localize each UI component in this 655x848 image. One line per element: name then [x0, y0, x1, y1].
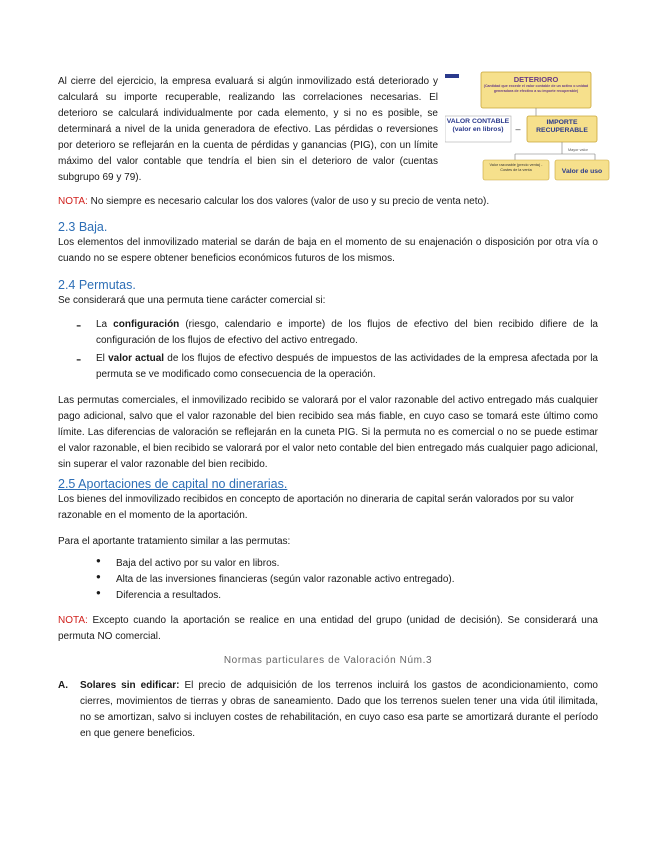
item-text: Diferencia a resultados.	[116, 590, 222, 601]
list-item	[58, 351, 598, 383]
nota-2	[58, 613, 598, 645]
section-2-3-heading: 2.3 Baja.	[58, 220, 108, 234]
section-2-5	[58, 476, 598, 604]
permutas-paragraph: Las permutas comerciales, el inmovilizado recibido se valorará por el valor razonable del activo entregado más cualquier pago adicional, salvo que el valor razonable del bien recibido sea más fiable, en cuyo caso se tomará este último como límite. Las diferencias de valoración se reflejarán en la cuneta PIG. Si la permuta no es comercial o no se puede estimar el valor razonable, el bien recibido se valorará por el valor neto contable del bien entregado más cualquier pago adicional, sin superar el valor razonable del bien recibido.	[58, 395, 598, 470]
list-item	[58, 317, 598, 349]
mayor-valor-label: Mayor valor	[568, 148, 588, 152]
valor-contable-label: VALOR CONTABLE (valor en libros)	[446, 118, 510, 133]
section-2-4	[58, 277, 598, 473]
section-2-4-heading: 2.4 Permutas.	[58, 278, 136, 292]
item-text: El	[96, 353, 109, 364]
item-bold: valor actual	[108, 353, 165, 364]
item-text: Baja del activo por su valor en libros.	[116, 558, 280, 569]
minus-sign: –	[515, 124, 521, 134]
list-item	[58, 572, 598, 588]
deterioro-subtitle: (Cantidad que excede el valor contable de un activo o unidad generadora de efectivo a su importe recuperable)	[483, 84, 589, 93]
list-item	[58, 588, 598, 604]
valor-uso-label: Valor de uso	[561, 168, 603, 175]
aportante-list	[58, 556, 598, 604]
nota-1-text: No siempre es necesario calcular los dos valores (valor de uso y su precio de venta neto).	[87, 196, 490, 207]
bullet-marker: ●	[96, 556, 101, 565]
section-2-5-text: Los bienes del inmovilizado recibidos en concepto de aportación no dineraria de capital serán valorados por su valor razonable en el momento de la aportación.	[58, 494, 574, 521]
item-text: Alta de las inversiones financieras (según valor razonable activo entregado).	[116, 574, 455, 585]
deterioro-subtitle-wrap	[483, 84, 589, 108]
nota-1	[58, 194, 598, 210]
item-a-bold: Solares sin edificar:	[80, 680, 180, 691]
valor-razonable-wrap	[484, 163, 548, 179]
item-text: La	[96, 319, 114, 330]
section-2-3-text: Los elementos del inmovilizado material se darán de baja en el momento de su enajenación o disposición por otra vía o cuando no se espere obtener beneficios económicos futuros de los mismos.	[58, 237, 598, 264]
item-a-text: El precio de adquisición de los terrenos incluirá los gastos de acondicionamiento, como cierres, movimientos de tierras y obras de saneamiento. Dado que los terrenos suelen tener una vida útil ilimitada, no se amortizan, salvo si incluyen costes de rehabilitación, en cuyo caso esa parte se amortizará durante el período en que genere beneficios.	[80, 680, 598, 739]
dash-marker: -	[76, 351, 82, 368]
dash-marker: -	[76, 317, 82, 334]
bullet-marker: ●	[96, 572, 101, 581]
item-a	[58, 678, 598, 742]
item-bold: configuración	[113, 319, 180, 330]
valor-contable-wrap	[445, 118, 511, 142]
aportante-intro: Para el aportante tratamiento similar a las permutas:	[58, 536, 291, 547]
item-text: (riesgo, calendario e importe) de los flujos de efectivo del bien recibido difiere de la configuración de los flujos de efectivo del activo entregado.	[96, 319, 598, 346]
normas-title: Normas particulares de Valoración Núm.3	[223, 655, 433, 666]
deterioro-diagram	[445, 70, 610, 188]
permuta-conditions-list	[58, 317, 598, 383]
section-2-3	[58, 219, 598, 267]
section-2-5-heading: 2.5 Aportaciones de capital no dinerarias.	[58, 477, 288, 491]
item-a-marker: A.	[58, 680, 68, 691]
section-2-4-intro: Se considerará que una permuta tiene carácter comercial si:	[58, 295, 326, 306]
diagram-corner-mark	[445, 74, 459, 78]
importe-wrap	[527, 119, 597, 143]
item-text: de los flujos de efectivo después de impuestos de las actividades de la empresa afectada por la permuta se ve modificado como consecuencia de la operación.	[96, 353, 598, 380]
nota-2-label: NOTA:	[58, 615, 88, 626]
bullet-marker: ●	[96, 588, 101, 597]
nota-1-label: NOTA:	[58, 196, 88, 207]
importe-recuperable-label: IMPORTE RECUPERABLE	[536, 119, 588, 134]
nota-2-text: Excepto cuando la aportación se realice en una entidad del grupo (unidad de decisión). Se considerará una permuta NO comercial.	[58, 615, 598, 642]
list-item	[58, 556, 598, 572]
intro-paragraph: Al cierre del ejercicio, la empresa evaluará si algún inmovilizado está deteriorado y calculará su importe recuperable, realizando las correlaciones necesarias. El deterioro se calculará individualmente por cada elemento, y si no es posible, se determinará a nivel de la unida generadora de efectivo. Las pérdidas o reversiones por deterioro se reflejarán en la cuenta de pérdidas y ganancias (PIG), con un límite máximo del valor contable que tendría el bien sin el deterioro de valor (cuentas subgrupo 69 y 79).	[58, 76, 438, 183]
deterioro-title: DETERIORO	[513, 75, 559, 84]
valor-razonable-label: Valor razonable (precio venta) - Costes de la venta	[489, 163, 543, 172]
